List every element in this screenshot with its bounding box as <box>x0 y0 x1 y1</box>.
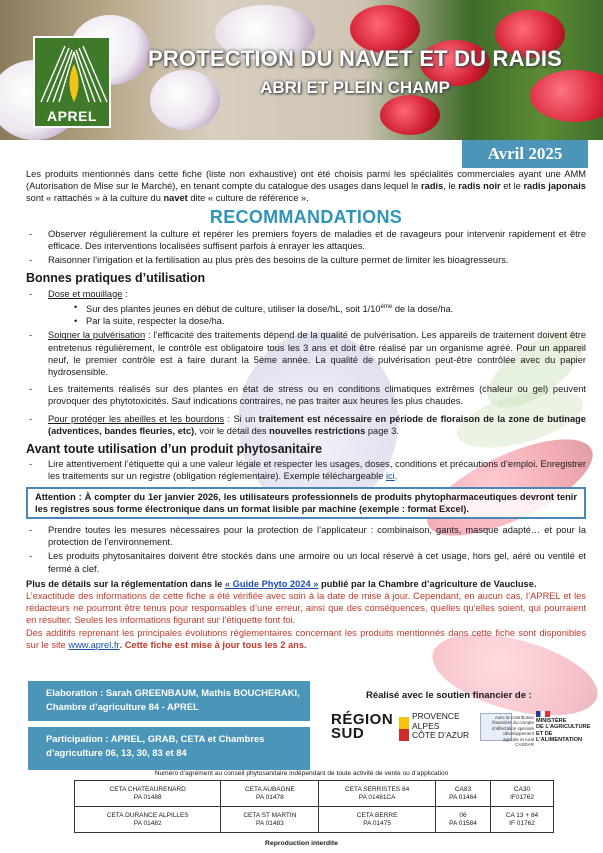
avant-utilisation-list-2 <box>26 524 586 575</box>
avant-utilisation-list <box>26 458 586 482</box>
elaboration-box: Elaboration : Sarah GREENBAUM, Mathis BOUCHERAKI, Chambre d’agriculture 84 - APREL <box>28 681 310 721</box>
table-cell: CETA BERRE PA 01475 <box>319 807 436 833</box>
region-sud-logo: RÉGION SUD <box>331 711 394 742</box>
table-cell: CA 13 + 84 IF 01762 <box>491 807 554 833</box>
table-cell: CETA SERRISTES 84 PA 01481CA <box>319 781 436 807</box>
table-row <box>75 807 554 833</box>
bonnes-pratiques-heading: Bonnes pratiques d’utilisation <box>26 271 206 286</box>
table-cell: CA30 IF01762 <box>491 781 554 807</box>
guide-phyto-link[interactable]: « Guide Phyto 2024 » <box>224 578 319 589</box>
additifs-paragraph: Des additifs reprenant les principales évolutions réglementaires concernant les produits mentionnés dans cette fiche sont disponibles sur le site www.aprel.fr. Cette fiche est mise à jour tous les 2 ans. <box>26 627 586 650</box>
participation-box: Participation : APREL, GRAB, CETA et Chambres d’agriculture 06, 13, 30, 83 et 84 <box>28 727 310 770</box>
list-item: - Raisonner l’irrigation et la fertilisation au plus près des besoins de la culture permet de limiter les bioagresseurs. <box>26 254 586 266</box>
paca-flag-icon <box>399 717 409 741</box>
agrement-caption: Numéro d’agrément au conseil phytosanitaire indépendant de toute activité de vente ou d’application <box>154 770 449 777</box>
table-row <box>75 781 554 807</box>
list-item: - Soigner la pulvérisation : l’efficacité des traitements dépend de la qualité de pulvérisation. Les appareils de traitement doivent être entretenus régulièrement, le contrôle est obligatoire tous les 3 ans et doit être réalisé par un organisme agréé. Pour un appareil neuf, le premier contrôle est à faire durant la 5ème année. La qualité de pulvérisation peut-être contrôlée avec du papier hydrosensible. <box>26 329 586 378</box>
list-item: - Pour protéger les abeilles et les bourdons : Si un traitement est nécessaire en période de floraison de la zone de butinage (adventices, bandes fleuries, etc), voir le détail des nouvelles restrictions page 3. <box>26 413 586 437</box>
list-item: - Lire attentivement l’étiquette qui a une valeur légale et respecter les usages, doses, conditions et précautions d’emploi. Enregistrer les traitements sur un registre (obligation réglementaire). Exemple téléchargeable ici. <box>26 458 586 482</box>
aprel-logo-icon <box>35 38 113 112</box>
avant-utilisation-heading: Avant toute utilisation d’un produit phytosanitaire <box>26 441 323 456</box>
table-cell: CA83 PA 01464 <box>435 781 490 807</box>
agrement-table <box>74 780 554 833</box>
list-item: • Sur des plantes jeunes en début de culture, utiliser la dose/hL, soit 1/10ème de la dose/ha. <box>74 301 586 315</box>
table-cell: CETA DURANCE ALPILLES PA 01482 <box>75 807 221 833</box>
table-cell: 06 PA 01584 <box>435 807 490 833</box>
dose-bullets <box>74 301 586 328</box>
registre-download-link[interactable]: ici <box>385 471 395 482</box>
bonnes-pratiques-list <box>26 288 586 437</box>
list-item: - Les produits phytosanitaires doivent être stockés dans une armoire ou un local réservé à cet usage, hors gel, aéré ou ventilé et fermé à clef. <box>26 550 586 574</box>
date-badge: Avril 2025 <box>462 140 588 168</box>
paca-logo-text: PROVENCE ALPES CÔTE D’AZUR <box>412 711 470 740</box>
radish-image <box>380 95 440 135</box>
list-item: • Par la suite, respecter la dose/ha. <box>74 315 586 327</box>
table-cell: CETA CHATEAURENARD PA 01488 <box>75 781 221 807</box>
attention-box: Attention : À compter du 1er janvier 2026, les utilisateurs professionnels de produits phytopharmaceutiques devront tenir les registres sous forme électronique dans un format lisible par machine (exemple : format Excel). <box>26 487 586 519</box>
list-item: - Dose et mouillage : • Sur des plantes jeunes en début de culture, utiliser la dose/hL, soit 1/10ème de la dose/ha. • Par la suite, respecter la dose/ha. <box>26 288 586 328</box>
list-item: - Les traitements réalisés sur des plantes en état de stress ou en conditions climatiques extrêmes (chaleur ou gel) peuvent provoquer des phytotoxicités. Sauf indications contraires, ne pas traiter aux heures les plus chaudes. <box>26 383 586 407</box>
logo-text: APREL <box>47 108 97 124</box>
aprel-logo <box>33 36 111 128</box>
french-flag-icon <box>536 711 550 717</box>
intro-paragraph: Les produits mentionnés dans cette fiche (liste non exhaustive) ont été choisis parmi les spécialités commerciales ayant une AMM (Autorisation de Mise sur le Marché), en tenant compte du catalogue des usages dans lequel le radis, le radis noir et le radis japonais sont « rattachés » à la culture du navet dite « culture de référence ». <box>26 169 586 204</box>
list-item: - Prendre toutes les mesures nécessaires pour la protection de l’applicateur : combinaison, gants, masque adapté… et pour la protection de l’environnement. <box>26 524 586 548</box>
support-title: Réalisé avec le soutien financier de : <box>366 690 532 701</box>
disclaimer-paragraph: L’exactitude des informations de cette fiche a été vérifiée avec soin à la date de mise à jour. Cependant, en aucun cas, l’APREL et les rédacteurs ne pourront être tenus pour responsables d’une erreur, ainsi que des conséquences, quelles qu’elles soient, qui pourraient en résulter. Seules les informations figurant sur l’étiquette font foi. <box>26 590 586 626</box>
recommandations-list <box>26 228 586 267</box>
main-content <box>26 168 586 651</box>
ministry-logo: MINISTÈRE DE L’AGRICULTURE ET DE L’ALIMENTATION <box>536 711 600 744</box>
list-item: - Observer régulièrement la culture et repérer les premiers foyers de maladies et de ravageurs pour intervenir rapidement et être efficace. Des interventions localisées suffisent parfois à enrayer les attaques. <box>26 228 586 252</box>
aprel-site-link[interactable]: www.aprel.fr <box>68 639 120 650</box>
header-banner <box>0 0 603 140</box>
reproduction-notice: Reproduction interdite <box>265 840 338 847</box>
guide-phyto-paragraph: Plus de détails sur la réglementation dans le « Guide Phyto 2024 » publié par la Chambre d’agriculture de Vaucluse. <box>26 578 537 589</box>
recommandations-heading: RECOMMANDATIONS <box>209 206 403 227</box>
table-cell: CETA AUBAGNE PA 01478 <box>221 781 319 807</box>
casdar-logo-text: Avec la contribution financière du compte d’affectation spéciale développement agricole et rural CASDAR <box>492 715 534 748</box>
table-cell: CETA ST MARTIN PA 01483 <box>221 807 319 833</box>
page-title: PROTECTION DU NAVET ET DU RADIS <box>147 46 563 71</box>
page-subtitle: ABRI ET PLEIN CHAMP <box>260 78 450 97</box>
